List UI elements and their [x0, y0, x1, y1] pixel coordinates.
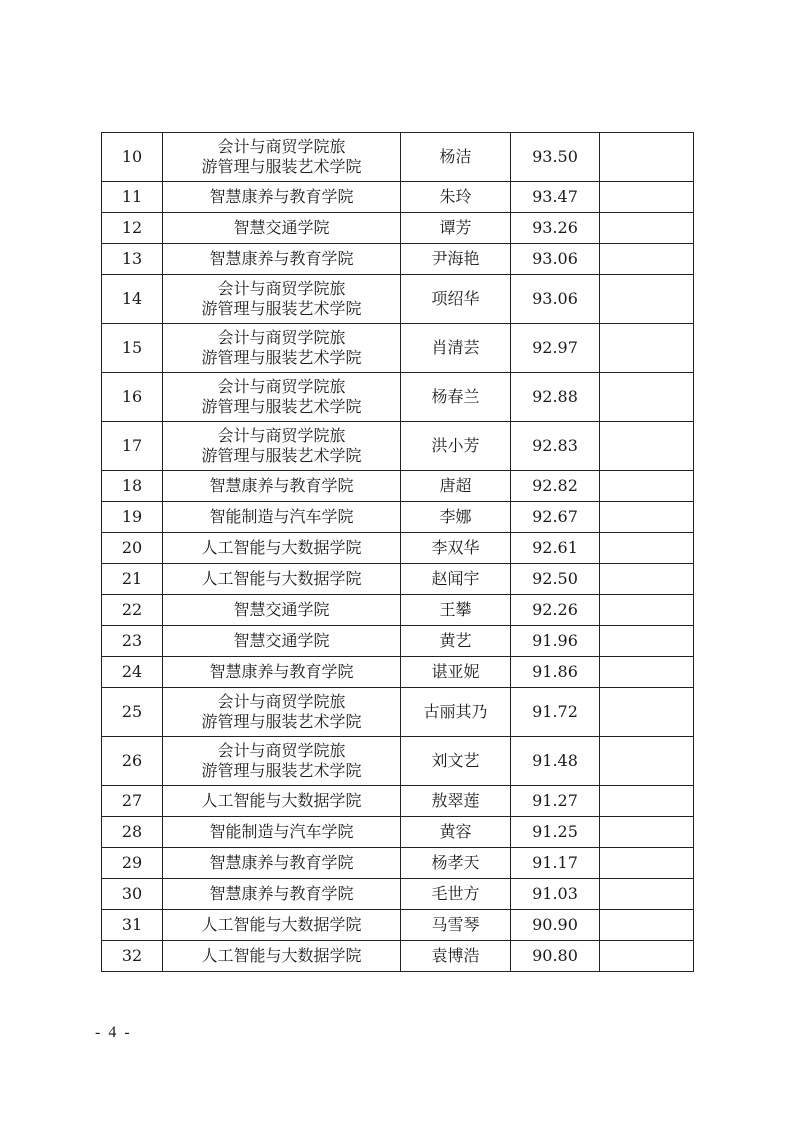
rank-number-cell: 29	[102, 848, 163, 879]
remark-cell	[600, 275, 694, 324]
score-cell: 92.50	[511, 564, 600, 595]
rank-number-cell: 26	[102, 737, 163, 786]
score-cell: 91.72	[511, 688, 600, 737]
remark-cell	[600, 213, 694, 244]
college-cell: 人工智能与大数据学院	[163, 533, 401, 564]
remark-cell	[600, 786, 694, 817]
table-row	[102, 786, 694, 817]
name-cell: 肖清芸	[401, 324, 511, 373]
rank-number-cell: 30	[102, 879, 163, 910]
college-cell: 智慧交通学院	[163, 213, 401, 244]
score-cell: 92.67	[511, 502, 600, 533]
remark-cell	[600, 595, 694, 626]
page-number: - 4 -	[95, 1024, 132, 1041]
table-row	[102, 564, 694, 595]
remark-cell	[600, 817, 694, 848]
name-cell: 李双华	[401, 533, 511, 564]
college-cell: 会计与商贸学院旅 游管理与服装艺术学院	[163, 275, 401, 324]
table-row	[102, 688, 694, 737]
college-cell: 人工智能与大数据学院	[163, 786, 401, 817]
remark-cell	[600, 133, 694, 182]
name-cell: 毛世方	[401, 879, 511, 910]
score-cell: 91.48	[511, 737, 600, 786]
college-cell: 会计与商贸学院旅 游管理与服装艺术学院	[163, 422, 401, 471]
name-cell: 杨春兰	[401, 373, 511, 422]
name-cell: 项绍华	[401, 275, 511, 324]
name-cell: 尹海艳	[401, 244, 511, 275]
remark-cell	[600, 848, 694, 879]
score-cell: 92.61	[511, 533, 600, 564]
college-cell: 智能制造与汽车学院	[163, 817, 401, 848]
score-cell: 91.17	[511, 848, 600, 879]
ranking-table-body	[102, 133, 694, 972]
college-cell: 会计与商贸学院旅 游管理与服装艺术学院	[163, 324, 401, 373]
rank-number-cell: 17	[102, 422, 163, 471]
score-cell: 91.03	[511, 879, 600, 910]
name-cell: 王攀	[401, 595, 511, 626]
college-cell: 智慧交通学院	[163, 626, 401, 657]
table-row	[102, 910, 694, 941]
remark-cell	[600, 244, 694, 275]
remark-cell	[600, 324, 694, 373]
name-cell: 李娜	[401, 502, 511, 533]
college-cell: 智慧康养与教育学院	[163, 182, 401, 213]
table-row	[102, 133, 694, 182]
remark-cell	[600, 422, 694, 471]
table-row	[102, 848, 694, 879]
rank-number-cell: 28	[102, 817, 163, 848]
remark-cell	[600, 688, 694, 737]
rank-number-cell: 14	[102, 275, 163, 324]
score-cell: 93.06	[511, 275, 600, 324]
score-cell: 92.26	[511, 595, 600, 626]
remark-cell	[600, 626, 694, 657]
name-cell: 黄容	[401, 817, 511, 848]
table-row	[102, 471, 694, 502]
table-row	[102, 213, 694, 244]
rank-number-cell: 19	[102, 502, 163, 533]
table-row	[102, 626, 694, 657]
table-row	[102, 941, 694, 972]
name-cell: 袁博浩	[401, 941, 511, 972]
remark-cell	[600, 533, 694, 564]
college-cell: 智慧康养与教育学院	[163, 657, 401, 688]
rank-number-cell: 16	[102, 373, 163, 422]
name-cell: 马雪琴	[401, 910, 511, 941]
score-cell: 92.88	[511, 373, 600, 422]
score-cell: 92.97	[511, 324, 600, 373]
table-row	[102, 182, 694, 213]
table-row	[102, 275, 694, 324]
name-cell: 杨洁	[401, 133, 511, 182]
rank-number-cell: 10	[102, 133, 163, 182]
score-cell: 93.50	[511, 133, 600, 182]
score-cell: 93.47	[511, 182, 600, 213]
name-cell: 黄艺	[401, 626, 511, 657]
name-cell: 杨孝天	[401, 848, 511, 879]
score-cell: 91.96	[511, 626, 600, 657]
score-cell: 90.90	[511, 910, 600, 941]
table-row	[102, 244, 694, 275]
college-cell: 会计与商贸学院旅 游管理与服装艺术学院	[163, 688, 401, 737]
score-cell: 91.86	[511, 657, 600, 688]
score-cell: 91.25	[511, 817, 600, 848]
rank-number-cell: 12	[102, 213, 163, 244]
remark-cell	[600, 471, 694, 502]
rank-number-cell: 31	[102, 910, 163, 941]
rank-number-cell: 21	[102, 564, 163, 595]
ranking-table	[101, 132, 694, 972]
rank-number-cell: 11	[102, 182, 163, 213]
rank-number-cell: 13	[102, 244, 163, 275]
rank-number-cell: 22	[102, 595, 163, 626]
college-cell: 智能制造与汽车学院	[163, 502, 401, 533]
score-cell: 92.82	[511, 471, 600, 502]
remark-cell	[600, 941, 694, 972]
remark-cell	[600, 182, 694, 213]
college-cell: 人工智能与大数据学院	[163, 564, 401, 595]
score-cell: 92.83	[511, 422, 600, 471]
remark-cell	[600, 879, 694, 910]
table-row	[102, 324, 694, 373]
rank-number-cell: 18	[102, 471, 163, 502]
remark-cell	[600, 910, 694, 941]
rank-number-cell: 23	[102, 626, 163, 657]
rank-number-cell: 32	[102, 941, 163, 972]
table-row	[102, 373, 694, 422]
score-cell: 91.27	[511, 786, 600, 817]
rank-number-cell: 15	[102, 324, 163, 373]
score-cell: 93.26	[511, 213, 600, 244]
college-cell: 智慧康养与教育学院	[163, 879, 401, 910]
name-cell: 敖翠莲	[401, 786, 511, 817]
name-cell: 朱玲	[401, 182, 511, 213]
remark-cell	[600, 564, 694, 595]
table-row	[102, 595, 694, 626]
rank-number-cell: 20	[102, 533, 163, 564]
remark-cell	[600, 373, 694, 422]
score-cell: 90.80	[511, 941, 600, 972]
college-cell: 会计与商贸学院旅 游管理与服装艺术学院	[163, 373, 401, 422]
table-row	[102, 657, 694, 688]
name-cell: 古丽其乃	[401, 688, 511, 737]
rank-number-cell: 27	[102, 786, 163, 817]
name-cell: 刘文艺	[401, 737, 511, 786]
score-cell: 93.06	[511, 244, 600, 275]
college-cell: 会计与商贸学院旅 游管理与服装艺术学院	[163, 737, 401, 786]
name-cell: 谭芳	[401, 213, 511, 244]
remark-cell	[600, 737, 694, 786]
table-row	[102, 422, 694, 471]
name-cell: 谌亚妮	[401, 657, 511, 688]
table-row	[102, 817, 694, 848]
college-cell: 会计与商贸学院旅 游管理与服装艺术学院	[163, 133, 401, 182]
remark-cell	[600, 657, 694, 688]
name-cell: 唐超	[401, 471, 511, 502]
table-row	[102, 737, 694, 786]
table-row	[102, 502, 694, 533]
college-cell: 智慧康养与教育学院	[163, 471, 401, 502]
remark-cell	[600, 502, 694, 533]
college-cell: 人工智能与大数据学院	[163, 910, 401, 941]
name-cell: 洪小芳	[401, 422, 511, 471]
table-row	[102, 533, 694, 564]
college-cell: 人工智能与大数据学院	[163, 941, 401, 972]
table-row	[102, 879, 694, 910]
college-cell: 智慧交通学院	[163, 595, 401, 626]
college-cell: 智慧康养与教育学院	[163, 848, 401, 879]
rank-number-cell: 24	[102, 657, 163, 688]
rank-number-cell: 25	[102, 688, 163, 737]
name-cell: 赵闻宇	[401, 564, 511, 595]
college-cell: 智慧康养与教育学院	[163, 244, 401, 275]
